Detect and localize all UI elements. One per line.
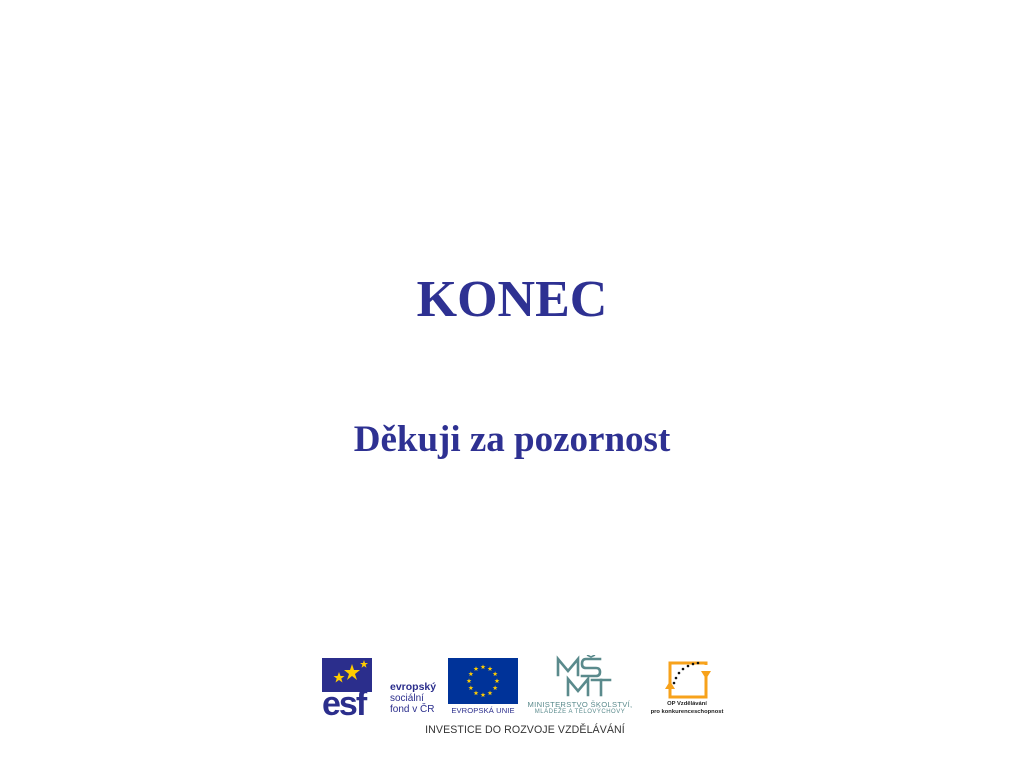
op-line-1: OP Vzdělávání <box>667 701 707 707</box>
op-logo-text <box>642 700 732 716</box>
eu-label: EVROPSKÁ UNIE <box>451 706 515 715</box>
slide-subtitle: Děkuji za pozornost <box>353 419 671 460</box>
esf-line-1: evropský <box>390 681 437 693</box>
op-line-2: pro konkurenceschopnost <box>650 709 724 715</box>
eu-flag-icon <box>448 658 518 704</box>
msmt-line-2: MLÁDEŽE A TĚLOVÝCHOVY <box>534 709 626 715</box>
esf-logo-text <box>390 682 450 715</box>
esf-line-3: fond v ČR <box>390 704 435 715</box>
msmt-logo-icon <box>554 655 614 699</box>
funding-logo-bar <box>322 655 728 745</box>
op-vzdelavani-logo-icon <box>660 659 716 701</box>
esf-logo-icon <box>322 658 372 716</box>
svg-text:esf: esf <box>322 685 366 716</box>
msmt-logo-text <box>520 700 640 716</box>
investice-footer: INVESTICE DO ROZVOJE VZDĚLÁVÁNÍ <box>425 724 625 736</box>
slide-title: KONEC <box>416 271 608 328</box>
msmt-line-1: MINISTERSTVO ŠKOLSTVÍ, <box>527 700 633 709</box>
esf-line-2: sociální <box>390 693 424 704</box>
